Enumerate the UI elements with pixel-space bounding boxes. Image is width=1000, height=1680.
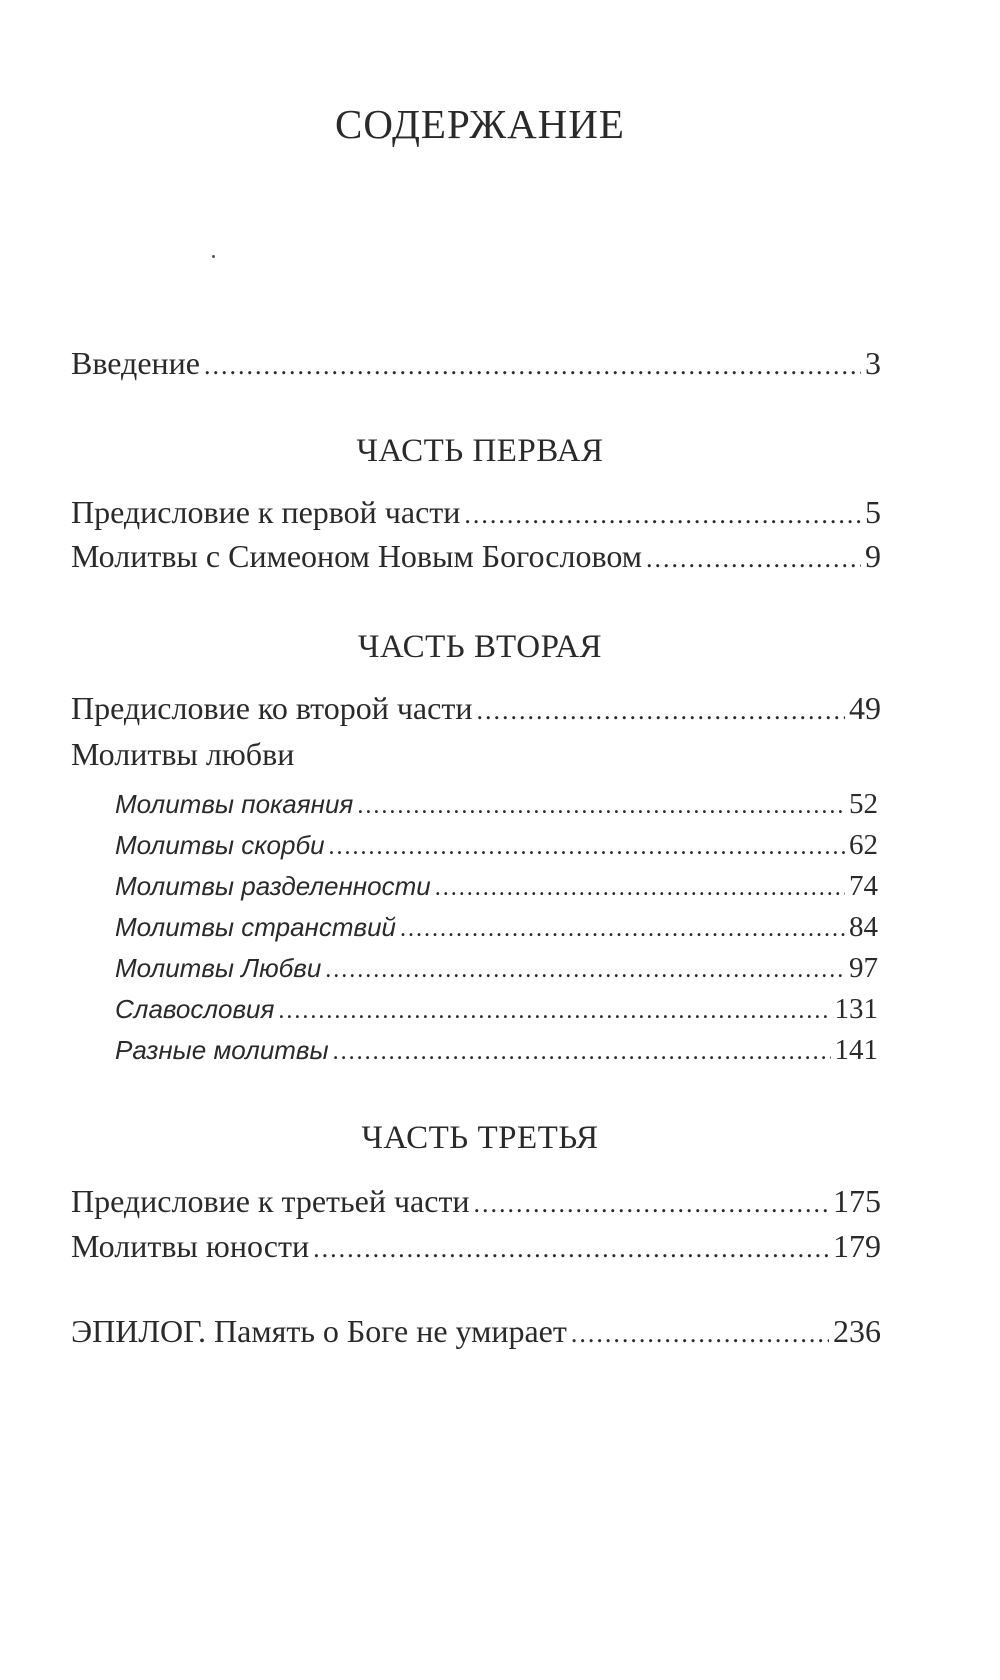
dot-leader <box>329 834 845 861</box>
toc-entry-page: 84 <box>849 911 878 943</box>
toc-entry-label: Разные молитвы <box>115 1035 329 1065</box>
dot-leader <box>325 957 845 984</box>
toc-entry-page: 74 <box>849 870 878 902</box>
part-heading-2: ЧАСТЬ ВТОРАЯ <box>357 629 603 665</box>
toc-entry-page: 9 <box>865 538 881 574</box>
toc-subentry[interactable] <box>115 788 878 821</box>
toc-entry-page: 236 <box>833 1313 881 1349</box>
toc-entry-label: Молитвы покаяния <box>115 789 354 819</box>
toc-entry[interactable] <box>71 690 881 727</box>
toc-entry-page: 5 <box>865 494 881 530</box>
toc-entry[interactable] <box>71 1228 881 1265</box>
toc-entry-label: Введение <box>71 345 200 381</box>
part-heading-1: ЧАСТЬ ПЕРВАЯ <box>356 433 604 469</box>
toc-entry-label: Молитвы юности <box>71 1228 310 1264</box>
toc-subentry[interactable] <box>115 870 878 903</box>
toc-entry-page: 131 <box>834 993 878 1025</box>
dot-leader <box>313 1234 829 1264</box>
dot-leader <box>333 1039 831 1066</box>
toc-entry[interactable] <box>71 538 881 575</box>
toc-entry[interactable] <box>71 1183 881 1220</box>
dot-leader <box>476 696 845 726</box>
toc-entry-label: ЭПИЛОГ. Память о Боге не умирает <box>71 1313 567 1349</box>
toc-entry-label: Молитвы разделенности <box>115 871 431 901</box>
toc-subentry[interactable] <box>115 911 878 944</box>
page-title: СОДЕРЖАНИЕ <box>335 101 625 147</box>
dot-leader <box>571 1319 829 1349</box>
toc-subentry[interactable] <box>115 829 878 862</box>
toc-entry-epilogue[interactable] <box>71 1313 881 1350</box>
print-speck <box>212 255 215 258</box>
dot-leader <box>474 1189 829 1219</box>
toc-entry-page: 179 <box>833 1228 881 1264</box>
dot-leader <box>646 544 861 574</box>
toc-entry-label: Предисловие к первой части <box>71 494 461 530</box>
dot-leader <box>435 875 845 902</box>
toc-entry-label: Славословия <box>115 994 275 1024</box>
toc-subentry[interactable] <box>115 993 878 1026</box>
toc-entry-intro[interactable] <box>71 345 881 382</box>
dot-leader <box>464 500 861 530</box>
toc-entry[interactable] <box>71 494 881 531</box>
toc-group-label: Молитвы любви <box>71 736 295 772</box>
toc-subentry[interactable] <box>115 1034 878 1067</box>
part-heading-3: ЧАСТЬ ТРЕТЬЯ <box>361 1120 599 1156</box>
toc-entry-label: Молитвы странствий <box>115 912 396 942</box>
toc-entry-label: Предисловие к третьей части <box>71 1183 470 1219</box>
toc-entry-page: 141 <box>834 1034 878 1066</box>
toc-entry-label: Предисловие ко второй части <box>71 690 473 726</box>
toc-entry-label: Молитвы Любви <box>115 953 322 983</box>
toc-entry-page: 52 <box>849 788 878 820</box>
toc-entry-page: 3 <box>865 345 881 381</box>
toc-entry-label: Молитвы с Симеоном Новым Богословом <box>71 538 642 574</box>
toc-subentry[interactable] <box>115 952 878 985</box>
dot-leader <box>204 351 861 381</box>
dot-leader <box>400 916 845 943</box>
toc-entry-page: 49 <box>849 690 881 726</box>
dot-leader <box>357 793 845 820</box>
toc-entry-page: 175 <box>833 1183 881 1219</box>
dot-leader <box>278 998 830 1025</box>
toc-entry-page: 62 <box>849 829 878 861</box>
toc-entry-label: Молитвы скорби <box>115 830 325 860</box>
toc-entry-page: 97 <box>849 952 878 984</box>
